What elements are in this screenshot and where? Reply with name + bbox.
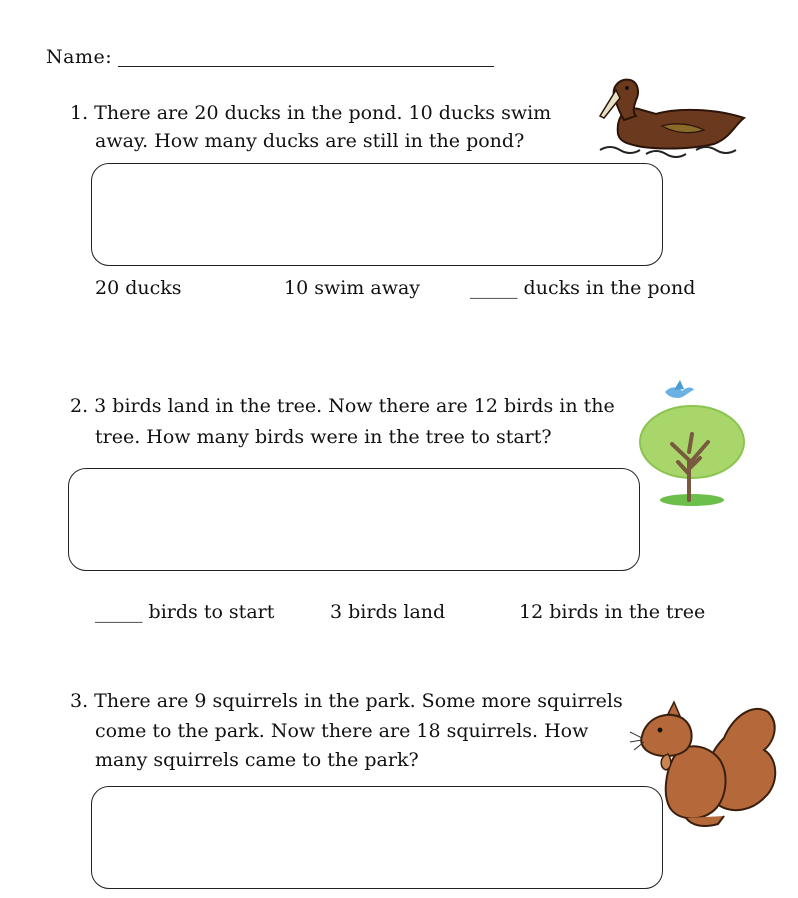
- question-2-line-2: tree. How many birds were in the tree to start?: [95, 426, 552, 448]
- tree-with-bird-illustration: [634, 378, 754, 508]
- question-1-label-start: 20 ducks: [95, 277, 182, 299]
- name-label: Name:: [46, 46, 113, 68]
- question-1-label-result: _____ ducks in the pond: [470, 277, 696, 299]
- duck-illustration: [596, 76, 752, 160]
- question-3-line-1: 3. There are 9 squirrels in the park. Some more squirrels: [70, 690, 623, 712]
- question-2-label-result: 12 birds in the tree: [519, 601, 706, 623]
- question-1-label-change: 10 swim away: [284, 277, 421, 299]
- question-3-answer-box[interactable]: [91, 786, 663, 889]
- question-2-line-1: 2. 3 birds land in the tree. Now there are 12 birds in the: [70, 395, 615, 417]
- question-1-line-1: 1. There are 20 ducks in the pond. 10 ducks swim: [70, 102, 552, 124]
- question-2-label-start: _____ birds to start: [95, 601, 275, 623]
- question-2-answer-box[interactable]: [68, 468, 640, 571]
- question-3-line-2: come to the park. Now there are 18 squirrels. How: [95, 720, 589, 742]
- question-2-label-change: 3 birds land: [330, 601, 446, 623]
- question-3-line-3: many squirrels came to the park?: [95, 749, 419, 771]
- squirrel-illustration: [628, 698, 780, 830]
- question-1-answer-box[interactable]: [91, 163, 663, 266]
- name-input-line[interactable]: [118, 66, 494, 67]
- question-1-line-2: away. How many ducks are still in the pond?: [95, 130, 525, 152]
